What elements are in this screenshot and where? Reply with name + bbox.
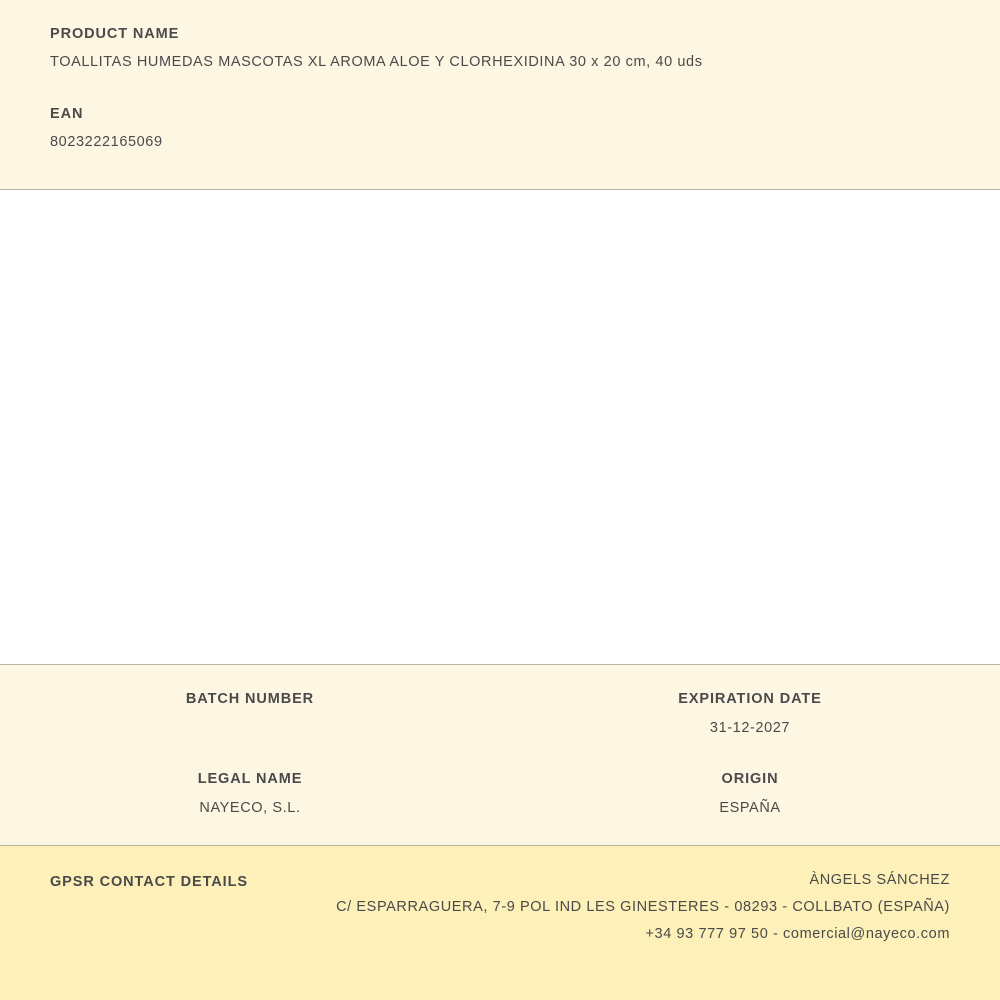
detail-expiration-date — [500, 691, 1000, 737]
legal-name-value: NAYECO, S.L. — [199, 800, 301, 816]
product-name-field — [50, 26, 950, 70]
gpsr-contact-address: C/ ESPARRAGUERA, 7-9 POL IND LES GINESTERES - 08293 - COLLBATO (ESPAÑA) — [336, 899, 950, 915]
expiration-date-label: EXPIRATION DATE — [678, 691, 822, 707]
product-name-value: TOALLITAS HUMEDAS MASCOTAS XL AROMA ALOE Y CLORHEXIDINA 30 x 20 cm, 40 uds — [50, 54, 703, 70]
origin-value: ESPAÑA — [719, 800, 781, 816]
expiration-date-value: 31-12-2027 — [709, 720, 791, 736]
product-details-grid — [0, 691, 1000, 817]
product-name-label: PRODUCT NAME — [50, 26, 180, 42]
gpsr-contact-block — [0, 846, 1000, 1000]
detail-origin — [500, 771, 1000, 817]
detail-legal-name — [0, 771, 500, 817]
gpsr-contact-label: GPSR CONTACT DETAILS — [50, 874, 248, 890]
gpsr-contact-lines — [336, 872, 950, 942]
ean-field — [50, 106, 950, 150]
batch-number-value — [20, 720, 480, 737]
gpsr-contact-person: ÀNGELS SÁNCHEZ — [809, 872, 950, 888]
detail-batch-number — [0, 691, 500, 737]
gpsr-contact-phone-email: +34 93 777 97 50 - comercial@nayeco.com — [645, 926, 950, 942]
legal-name-label: LEGAL NAME — [197, 771, 303, 787]
batch-number-label: BATCH NUMBER — [185, 691, 315, 707]
product-details-block — [0, 665, 1000, 846]
origin-label: ORIGIN — [721, 771, 779, 787]
product-image-area — [0, 190, 1000, 665]
ean-label: EAN — [50, 106, 84, 122]
product-identification-block — [0, 0, 1000, 190]
ean-value: 8023222165069 — [50, 134, 163, 150]
